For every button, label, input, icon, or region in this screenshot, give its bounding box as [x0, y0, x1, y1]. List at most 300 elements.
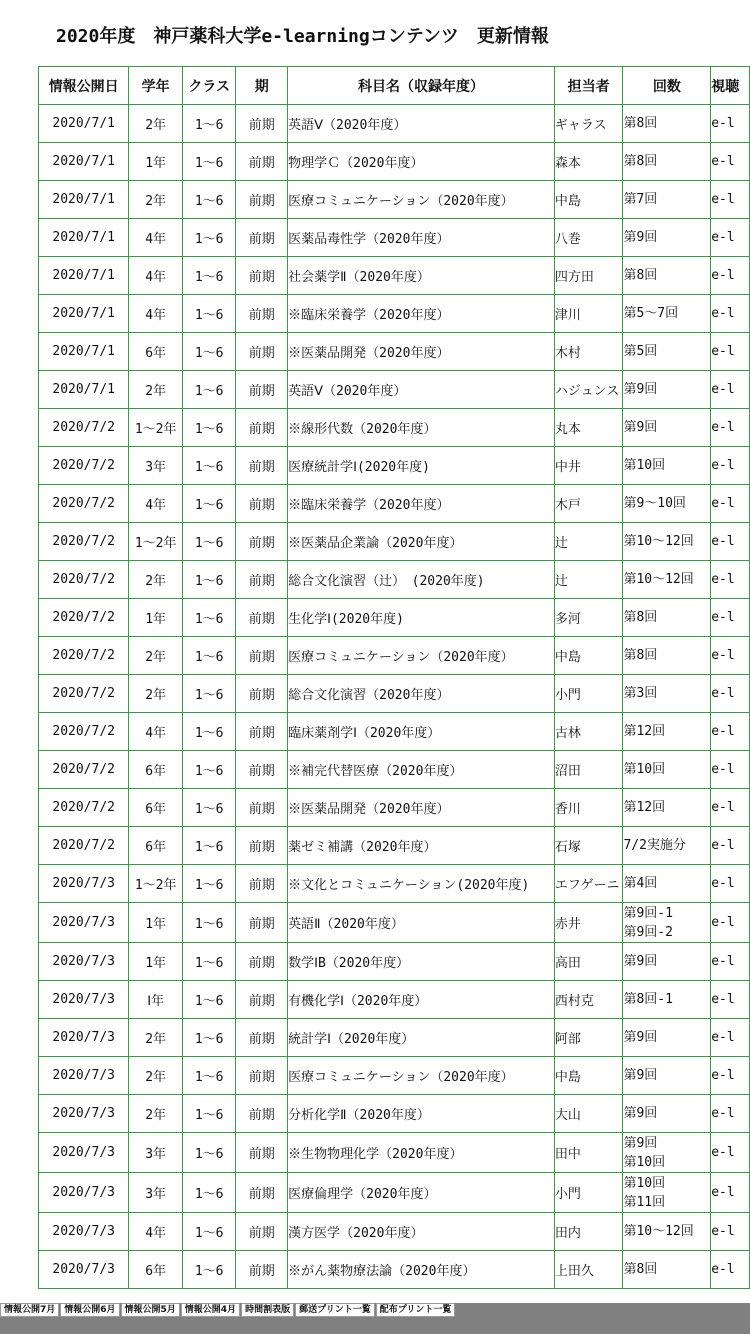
view-link-cell[interactable]: e-l — [711, 257, 750, 295]
table-row — [39, 1173, 750, 1213]
grade-cell: 2年 — [129, 675, 183, 713]
date-cell: 2020/7/2 — [39, 523, 129, 561]
count-cell — [623, 409, 711, 447]
date-cell: 2020/7/2 — [39, 637, 129, 675]
class-cell: 1～6 — [182, 1173, 236, 1213]
subject-cell: 総合文化演習（2020年度） — [288, 675, 555, 713]
grade-cell: 1～2年 — [129, 865, 183, 903]
view-link-cell[interactable]: e-l — [711, 105, 750, 143]
view-link-cell[interactable]: e-l — [711, 409, 750, 447]
view-link-cell[interactable]: e-l — [711, 713, 750, 751]
grade-cell: 1年 — [129, 943, 183, 981]
view-link-cell[interactable]: e-l — [711, 637, 750, 675]
term-cell: 前期 — [236, 523, 288, 561]
term-cell: 前期 — [236, 789, 288, 827]
count-cell — [623, 1251, 711, 1289]
table-row — [39, 637, 750, 675]
table-row — [39, 105, 750, 143]
view-link-cell[interactable]: e-l — [711, 675, 750, 713]
term-cell: 前期 — [236, 295, 288, 333]
count-cell — [623, 485, 711, 523]
table-row — [39, 751, 750, 789]
count-cell — [623, 371, 711, 409]
teacher-cell: 中島 — [554, 1057, 623, 1095]
header-grade: 学年 — [129, 67, 183, 105]
term-cell: 前期 — [236, 333, 288, 371]
view-link-cell[interactable]: e-l — [711, 1173, 750, 1213]
grade-cell: 4年 — [129, 257, 183, 295]
view-link-cell[interactable]: e-l — [711, 751, 750, 789]
table-row — [39, 903, 750, 943]
class-cell: 1～6 — [182, 903, 236, 943]
count-line: 第8回 — [623, 268, 658, 283]
class-cell: 1～6 — [182, 1251, 236, 1289]
subject-cell: 数学ⅠB（2020年度） — [288, 943, 555, 981]
count-line: 第9回-2 — [623, 924, 673, 940]
count-line: 第8回-1 — [623, 992, 673, 1007]
class-cell: 1～6 — [182, 599, 236, 637]
date-cell: 2020/7/1 — [39, 143, 129, 181]
sheet-tab[interactable]: 情報公開6月 — [60, 1303, 119, 1317]
class-cell: 1～6 — [182, 181, 236, 219]
table-row — [39, 943, 750, 981]
teacher-cell: 中島 — [554, 637, 623, 675]
date-cell: 2020/7/1 — [39, 257, 129, 295]
teacher-cell: 木村 — [554, 333, 623, 371]
teacher-cell: 西村克 — [554, 981, 623, 1019]
grade-cell: 3年 — [129, 1133, 183, 1173]
term-cell: 前期 — [236, 371, 288, 409]
date-cell: 2020/7/1 — [39, 295, 129, 333]
table-row — [39, 1251, 750, 1289]
table-row — [39, 561, 750, 599]
class-cell: 1～6 — [182, 713, 236, 751]
class-cell: 1～6 — [182, 751, 236, 789]
term-cell: 前期 — [236, 637, 288, 675]
sheet-tabs — [0, 1303, 456, 1317]
date-cell: 2020/7/3 — [39, 1057, 129, 1095]
view-link-cell[interactable]: e-l — [711, 143, 750, 181]
teacher-cell: 沼田 — [554, 751, 623, 789]
count-line: 第10回 — [623, 762, 666, 777]
class-cell: 1～6 — [182, 371, 236, 409]
table-row — [39, 371, 750, 409]
grade-cell: 2年 — [129, 1057, 183, 1095]
subject-cell: 医療統計学Ⅰ(2020年度) — [288, 447, 555, 485]
subject-cell: ※医薬品企業論（2020年度） — [288, 523, 555, 561]
class-cell: 1～6 — [182, 1057, 236, 1095]
term-cell: 前期 — [236, 1213, 288, 1251]
count-line: 第8回 — [623, 154, 658, 169]
count-cell — [623, 561, 711, 599]
count-cell — [623, 827, 711, 865]
subject-cell: 医療倫理学（2020年度） — [288, 1173, 555, 1213]
teacher-cell: エフゲーニ — [554, 865, 623, 903]
table-row — [39, 143, 750, 181]
date-cell: 2020/7/3 — [39, 943, 129, 981]
table-row — [39, 1019, 750, 1057]
sheet-tab-bar — [0, 1303, 750, 1334]
count-line: 第7回 — [623, 192, 658, 207]
grade-cell: 2年 — [129, 105, 183, 143]
date-cell: 2020/7/2 — [39, 789, 129, 827]
count-cell — [623, 943, 711, 981]
subject-cell: 英語Ⅴ（2020年度） — [288, 371, 555, 409]
class-cell: 1～6 — [182, 447, 236, 485]
view-link-cell[interactable]: e-l — [711, 181, 750, 219]
view-link-cell[interactable]: e-l — [711, 1019, 750, 1057]
header-date: 情報公開日 — [39, 67, 129, 105]
table-row — [39, 713, 750, 751]
count-cell — [623, 105, 711, 143]
class-cell: 1～6 — [182, 789, 236, 827]
count-line: 第8回 — [623, 610, 658, 625]
count-line: 第10～12回 — [623, 534, 694, 549]
grade-cell: Ⅰ年 — [129, 981, 183, 1019]
date-cell: 2020/7/2 — [39, 447, 129, 485]
count-line: 第9回 — [623, 1030, 658, 1045]
view-link-cell[interactable]: e-l — [711, 295, 750, 333]
sheet-tab[interactable]: 時間割表版 — [241, 1303, 294, 1317]
count-cell — [623, 143, 711, 181]
class-cell: 1～6 — [182, 1213, 236, 1251]
class-cell: 1～6 — [182, 865, 236, 903]
table-row — [39, 485, 750, 523]
count-line: 7/2実施分 — [623, 838, 686, 853]
teacher-cell: 高田 — [554, 943, 623, 981]
view-link-cell[interactable]: e-l — [711, 1095, 750, 1133]
count-cell — [623, 1095, 711, 1133]
term-cell: 前期 — [236, 865, 288, 903]
subject-cell: ※がん薬物療法論（2020年度） — [288, 1251, 555, 1289]
term-cell: 前期 — [236, 447, 288, 485]
subject-cell: ※線形代数（2020年度） — [288, 409, 555, 447]
count-cell — [623, 981, 711, 1019]
count-cell — [623, 1133, 711, 1173]
grade-cell: 4年 — [129, 485, 183, 523]
count-cell — [623, 219, 711, 257]
class-cell: 1～6 — [182, 675, 236, 713]
count-line: 第9回 — [623, 230, 658, 245]
count-line: 第10～12回 — [623, 572, 694, 587]
date-cell: 2020/7/2 — [39, 409, 129, 447]
term-cell: 前期 — [236, 219, 288, 257]
view-link-cell[interactable]: e-l — [711, 523, 750, 561]
count-cell — [623, 523, 711, 561]
grade-cell: 6年 — [129, 751, 183, 789]
view-link-cell[interactable]: e-l — [711, 371, 750, 409]
grade-cell: 3年 — [129, 447, 183, 485]
term-cell: 前期 — [236, 903, 288, 943]
view-link-cell[interactable]: e-l — [711, 561, 750, 599]
class-cell: 1～6 — [182, 827, 236, 865]
term-cell: 前期 — [236, 675, 288, 713]
count-cell — [623, 599, 711, 637]
count-cell — [623, 295, 711, 333]
date-cell: 2020/7/3 — [39, 1133, 129, 1173]
grade-cell: 2年 — [129, 181, 183, 219]
count-line: 第10回 — [623, 458, 666, 473]
update-info-table — [38, 66, 750, 1289]
view-link-cell[interactable]: e-l — [711, 1133, 750, 1173]
date-cell: 2020/7/1 — [39, 181, 129, 219]
count-cell — [623, 865, 711, 903]
count-line: 第11回 — [623, 1194, 666, 1210]
term-cell: 前期 — [236, 409, 288, 447]
term-cell: 前期 — [236, 1095, 288, 1133]
subject-cell: ※臨床栄養学（2020年度） — [288, 295, 555, 333]
teacher-cell: 木戸 — [554, 485, 623, 523]
count-line: 第9～10回 — [623, 496, 686, 511]
class-cell: 1～6 — [182, 105, 236, 143]
view-link-cell[interactable]: e-l — [711, 903, 750, 943]
view-link-cell[interactable]: e-l — [711, 1251, 750, 1289]
date-cell: 2020/7/2 — [39, 599, 129, 637]
grade-cell: 1年 — [129, 143, 183, 181]
table-row — [39, 789, 750, 827]
table-row — [39, 219, 750, 257]
grade-cell: 6年 — [129, 333, 183, 371]
teacher-cell: ギャラス — [554, 105, 623, 143]
count-cell — [623, 903, 711, 943]
subject-cell: 統計学Ⅰ（2020年度） — [288, 1019, 555, 1057]
subject-cell: ※生物物理化学（2020年度） — [288, 1133, 555, 1173]
date-cell: 2020/7/3 — [39, 1019, 129, 1057]
table-row — [39, 675, 750, 713]
view-link-cell[interactable]: e-l — [711, 943, 750, 981]
teacher-cell: 小門 — [554, 675, 623, 713]
term-cell: 前期 — [236, 599, 288, 637]
term-cell: 前期 — [236, 561, 288, 599]
subject-cell: ※医薬品開発（2020年度） — [288, 333, 555, 371]
subject-cell: ※臨床栄養学（2020年度） — [288, 485, 555, 523]
table-row — [39, 1133, 750, 1173]
date-cell: 2020/7/3 — [39, 1173, 129, 1213]
teacher-cell: 赤井 — [554, 903, 623, 943]
subject-cell: 臨床薬剤学Ⅰ（2020年度） — [288, 713, 555, 751]
count-cell — [623, 1173, 711, 1213]
view-link-cell[interactable]: e-l — [711, 1213, 750, 1251]
count-cell — [623, 1019, 711, 1057]
view-link-cell[interactable]: e-l — [711, 485, 750, 523]
grade-cell: 2年 — [129, 561, 183, 599]
count-line: 第12回 — [623, 800, 666, 815]
date-cell: 2020/7/3 — [39, 865, 129, 903]
count-cell — [623, 789, 711, 827]
teacher-cell: 中島 — [554, 181, 623, 219]
sheet-tab[interactable]: 情報公開5月 — [121, 1303, 180, 1317]
count-line: 第8回 — [623, 116, 658, 131]
subject-cell: 英語Ⅱ（2020年度） — [288, 903, 555, 943]
view-link-cell[interactable]: e-l — [711, 865, 750, 903]
count-cell — [623, 751, 711, 789]
count-line: 第8回 — [623, 648, 658, 663]
teacher-cell: 中井 — [554, 447, 623, 485]
class-cell: 1～6 — [182, 409, 236, 447]
grade-cell: 1年 — [129, 903, 183, 943]
teacher-cell: 阿部 — [554, 1019, 623, 1057]
term-cell: 前期 — [236, 1019, 288, 1057]
term-cell: 前期 — [236, 1133, 288, 1173]
subject-cell: 生化学Ⅰ(2020年度) — [288, 599, 555, 637]
date-cell: 2020/7/1 — [39, 219, 129, 257]
sheet-tab[interactable]: 情報公開7月 — [0, 1303, 59, 1317]
subject-cell: 医療コミュニケーション（2020年度） — [288, 1057, 555, 1095]
count-cell — [623, 333, 711, 371]
table-row — [39, 409, 750, 447]
view-link-cell[interactable]: e-l — [711, 447, 750, 485]
date-cell: 2020/7/2 — [39, 827, 129, 865]
teacher-cell: 大山 — [554, 1095, 623, 1133]
teacher-cell: 辻 — [554, 561, 623, 599]
count-line: 第10～12回 — [623, 1224, 694, 1239]
class-cell: 1～6 — [182, 523, 236, 561]
subject-cell: ※医薬品開発（2020年度） — [288, 789, 555, 827]
class-cell: 1～6 — [182, 1095, 236, 1133]
header-term: 期 — [236, 67, 288, 105]
grade-cell: 2年 — [129, 1095, 183, 1133]
teacher-cell: 田中 — [554, 1133, 623, 1173]
header-row — [39, 67, 750, 105]
table-row — [39, 257, 750, 295]
table-row — [39, 827, 750, 865]
teacher-cell: 津川 — [554, 295, 623, 333]
table-row — [39, 1213, 750, 1251]
table-row — [39, 447, 750, 485]
grade-cell: 4年 — [129, 219, 183, 257]
teacher-cell: 香川 — [554, 789, 623, 827]
count-line: 第3回 — [623, 686, 658, 701]
term-cell: 前期 — [236, 827, 288, 865]
date-cell: 2020/7/2 — [39, 713, 129, 751]
subject-cell: ※補完代替医療（2020年度） — [288, 751, 555, 789]
count-line: 第9回 — [623, 420, 658, 435]
count-cell — [623, 637, 711, 675]
grade-cell: 2年 — [129, 1019, 183, 1057]
sheet-tab[interactable]: 配布プリント一覧 — [376, 1303, 456, 1317]
view-link-cell[interactable]: e-l — [711, 599, 750, 637]
subject-cell: 社会薬学Ⅱ（2020年度） — [288, 257, 555, 295]
grade-cell: 6年 — [129, 1251, 183, 1289]
count-cell — [623, 257, 711, 295]
subject-cell: ※文化とコミュニケーション(2020年度) — [288, 865, 555, 903]
grade-cell: 2年 — [129, 637, 183, 675]
table-row — [39, 181, 750, 219]
teacher-cell: 多河 — [554, 599, 623, 637]
table-row — [39, 981, 750, 1019]
term-cell: 前期 — [236, 105, 288, 143]
date-cell: 2020/7/1 — [39, 371, 129, 409]
term-cell: 前期 — [236, 257, 288, 295]
count-line: 第9回 — [623, 1135, 658, 1151]
count-line: 第9回-1 — [623, 905, 673, 921]
teacher-cell: 八巻 — [554, 219, 623, 257]
class-cell: 1～6 — [182, 1133, 236, 1173]
term-cell: 前期 — [236, 1057, 288, 1095]
sheet-tab[interactable]: 郵送プリント一覧 — [295, 1303, 375, 1317]
class-cell: 1～6 — [182, 637, 236, 675]
teacher-cell: 石塚 — [554, 827, 623, 865]
view-link-cell[interactable]: e-l — [711, 789, 750, 827]
count-line: 第9回 — [623, 1068, 658, 1083]
sheet-tab[interactable]: 情報公開4月 — [181, 1303, 240, 1317]
date-cell: 2020/7/2 — [39, 751, 129, 789]
term-cell: 前期 — [236, 1173, 288, 1213]
date-cell: 2020/7/1 — [39, 333, 129, 371]
subject-cell: 有機化学Ⅰ（2020年度） — [288, 981, 555, 1019]
grade-cell: 1～2年 — [129, 409, 183, 447]
view-link-cell[interactable]: e-l — [711, 333, 750, 371]
subject-cell: 分析化学Ⅱ（2020年度） — [288, 1095, 555, 1133]
teacher-cell: 森本 — [554, 143, 623, 181]
teacher-cell: 小門 — [554, 1173, 623, 1213]
term-cell: 前期 — [236, 181, 288, 219]
date-cell: 2020/7/3 — [39, 903, 129, 943]
count-cell — [623, 675, 711, 713]
grade-cell: 1年 — [129, 599, 183, 637]
header-subject: 科目名（収録年度） — [288, 67, 555, 105]
subject-cell: 医薬品毒性学（2020年度） — [288, 219, 555, 257]
class-cell: 1～6 — [182, 1019, 236, 1057]
view-link-cell[interactable]: e-l — [711, 219, 750, 257]
date-cell: 2020/7/3 — [39, 1213, 129, 1251]
date-cell: 2020/7/3 — [39, 981, 129, 1019]
date-cell: 2020/7/2 — [39, 561, 129, 599]
table-row — [39, 523, 750, 561]
class-cell: 1～6 — [182, 561, 236, 599]
teacher-cell: ハジュンス — [554, 371, 623, 409]
subject-cell: 医療コミュニケーション（2020年度） — [288, 637, 555, 675]
view-link-cell[interactable]: e-l — [711, 1057, 750, 1095]
table-row — [39, 865, 750, 903]
grade-cell: 3年 — [129, 1173, 183, 1213]
count-cell — [623, 181, 711, 219]
term-cell: 前期 — [236, 1251, 288, 1289]
term-cell: 前期 — [236, 713, 288, 751]
count-line: 第10回 — [623, 1175, 666, 1191]
subject-cell: 医療コミュニケーション（2020年度） — [288, 181, 555, 219]
date-cell: 2020/7/2 — [39, 485, 129, 523]
count-line: 第9回 — [623, 1106, 658, 1121]
subject-cell: 総合文化演習（辻） (2020年度) — [288, 561, 555, 599]
class-cell: 1～6 — [182, 295, 236, 333]
view-link-cell[interactable]: e-l — [711, 827, 750, 865]
term-cell: 前期 — [236, 143, 288, 181]
grade-cell: 2年 — [129, 371, 183, 409]
header-view: 視聴 — [711, 67, 750, 105]
subject-cell: 物理学Ｃ（2020年度） — [288, 143, 555, 181]
class-cell: 1～6 — [182, 219, 236, 257]
grade-cell: 4年 — [129, 713, 183, 751]
count-line: 第10回 — [623, 1154, 666, 1170]
teacher-cell: 田内 — [554, 1213, 623, 1251]
page-title: 2020年度 神戸薬科大学e-learningコンテンツ 更新情報 — [56, 26, 549, 47]
count-cell — [623, 713, 711, 751]
class-cell: 1～6 — [182, 257, 236, 295]
teacher-cell: 四方田 — [554, 257, 623, 295]
count-line: 第9回 — [623, 954, 658, 969]
view-link-cell[interactable]: e-l — [711, 981, 750, 1019]
date-cell: 2020/7/3 — [39, 1095, 129, 1133]
class-cell: 1～6 — [182, 981, 236, 1019]
table-row — [39, 1095, 750, 1133]
teacher-cell: 丸本 — [554, 409, 623, 447]
count-line: 第8回 — [623, 1262, 658, 1277]
count-cell — [623, 1213, 711, 1251]
class-cell: 1～6 — [182, 943, 236, 981]
grade-cell: 6年 — [129, 827, 183, 865]
count-cell — [623, 1057, 711, 1095]
